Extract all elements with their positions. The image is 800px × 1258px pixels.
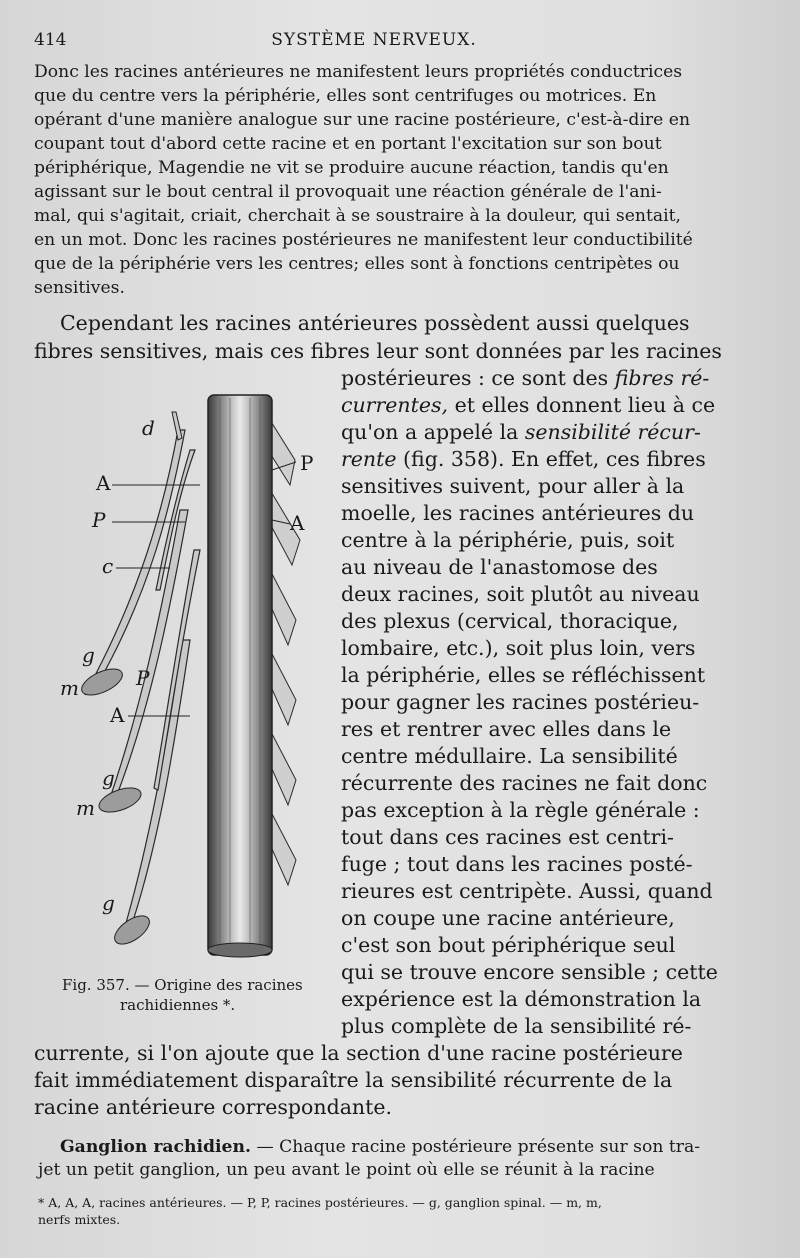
- label-m: m: [76, 796, 95, 820]
- text-line: centre médullaire. La sensibilité: [341, 744, 678, 768]
- text-line: en un mot. Donc les racines postérieures ne manifestent leur conductibilité: [34, 230, 693, 250]
- text-line: c'est son bout périphérique seul: [341, 933, 676, 957]
- text-line: Cependant les racines antérieures possèdent aussi quelques: [60, 311, 690, 335]
- label-P: P: [92, 508, 106, 532]
- text-line: Donc les racines antérieures ne manifestent leurs propriétés conductrices: [34, 62, 683, 82]
- text-line: currentes, et elles donnent lieu à ce: [341, 393, 716, 417]
- text-line: res et rentrer avec elles dans le: [341, 717, 672, 741]
- text-line: sensitives.: [34, 278, 125, 298]
- text-line: expérience est la démonstration la: [341, 987, 702, 1011]
- text-line: agissant sur le bout central il provoquait une réaction générale de l'ani-: [34, 182, 662, 202]
- text-line: Ganglion rachidien. — Chaque racine postérieure présente sur son tra-: [60, 1137, 701, 1157]
- label-c: c: [102, 554, 114, 578]
- text-line: currente, si l'on ajoute que la section d'une racine postérieure: [34, 1041, 683, 1065]
- label-P: P: [300, 451, 314, 475]
- text-line: coupant tout d'abord cette racine et en portant l'excitation sur son bout: [34, 134, 662, 154]
- text-line: rieures est centripète. Aussi, quand: [341, 879, 713, 903]
- text-line: la périphérie, elles se réfléchissent: [341, 663, 706, 687]
- text-line: mal, qui s'agitait, criait, cherchait à se soustraire à la douleur, qui sentait,: [34, 206, 681, 226]
- section-heading: Ganglion rachidien.: [60, 1137, 251, 1157]
- text-line: pas exception à la règle générale :: [341, 798, 700, 822]
- label-g: g: [102, 766, 115, 790]
- figure-357: [60, 390, 340, 960]
- text-line: récurrente des racines ne fait donc: [341, 771, 708, 795]
- label-P: P: [136, 666, 150, 690]
- spinal-cord-illustration: [60, 390, 340, 960]
- footnote: nerfs mixtes.: [38, 1212, 121, 1227]
- figure-caption: Fig. 357. — Origine des racines: [62, 976, 303, 994]
- text-line: moelle, les racines antérieures du: [341, 501, 695, 525]
- label-A: A: [96, 471, 111, 495]
- label-m: m: [60, 676, 79, 700]
- text-line: centre à la périphérie, puis, soit: [341, 528, 675, 552]
- text-line: qu'on a appelé la sensibilité récur-: [341, 420, 701, 444]
- text-line: périphérique, Magendie ne vit se produire aucune réaction, tandis qu'en: [34, 158, 669, 178]
- text-line: sensitives suivent, pour aller à la: [341, 474, 685, 498]
- text-line: au niveau de l'anastomose des: [341, 555, 658, 579]
- label-g: g: [82, 643, 95, 667]
- text-line: fait immédiatement disparaître la sensibilité récurrente de la: [34, 1068, 673, 1092]
- text-line: des plexus (cervical, thoracique,: [341, 609, 679, 633]
- label-A: A: [110, 703, 125, 727]
- figure-caption: rachidiennes *.: [120, 996, 236, 1014]
- text-line: postérieures : ce sont des fibres ré-: [341, 366, 710, 390]
- label-d: d: [142, 416, 155, 440]
- text-line: lombaire, etc.), soit plus loin, vers: [341, 636, 696, 660]
- running-title: SYSTÈME NERVEUX.: [271, 30, 477, 50]
- text-line: fuge ; tout dans les racines posté-: [341, 852, 693, 876]
- text-line: plus complète de la sensibilité ré-: [341, 1014, 692, 1038]
- footnote: * A, A, A, racines antérieures. — P, P, racines postérieures. — g, ganglion spinal. — m, m,: [38, 1195, 602, 1210]
- text-line: qui se trouve encore sensible ; cette: [341, 960, 718, 984]
- page-header: [34, 30, 714, 56]
- page-number: 414: [34, 30, 67, 50]
- text-line: que de la périphérie vers les centres; elles sont à fonctions centripètes ou: [34, 254, 680, 274]
- text-line: deux racines, soit plutôt au niveau: [341, 582, 700, 606]
- text-line: que du centre vers la périphérie, elles sont centrifuges ou motrices. En: [34, 86, 657, 106]
- text-line: pour gagner les racines postérieu-: [341, 690, 700, 714]
- text-line: fibres sensitives, mais ces fibres leur sont données par les racines: [34, 339, 722, 363]
- label-g: g: [102, 891, 115, 915]
- text-line: on coupe une racine antérieure,: [341, 906, 675, 930]
- text-line: racine antérieure correspondante.: [34, 1095, 393, 1119]
- text-line: jet un petit ganglion, un peu avant le point où elle se réunit à la racine: [38, 1160, 655, 1180]
- text-line: tout dans ces racines est centri-: [341, 825, 674, 849]
- text-line: opérant d'une manière analogue sur une racine postérieure, c'est-à-dire en: [34, 110, 691, 130]
- label-A: A: [290, 511, 305, 535]
- text-line: rente (fig. 358). En effet, ces fibres: [341, 447, 706, 471]
